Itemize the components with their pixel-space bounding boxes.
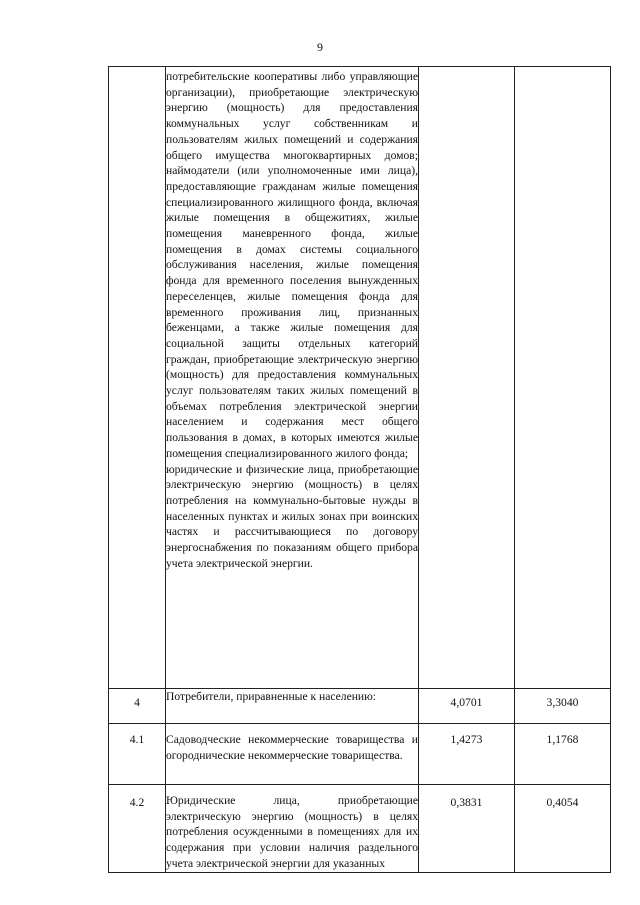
value-cell-first-half [419, 67, 515, 689]
description-paragraph: Потребители, приравненные к населению: [166, 690, 377, 703]
table-row [109, 785, 611, 873]
description-paragraph: Садоводческие некоммерческие товарищества и огороднические некоммерческие товарищества. [166, 733, 418, 762]
description-paragraph: юридические и физические лица, приобретающие электрическую энергию (мощность) в целях потребления на коммунально-бытовые нужды в населенных пунктах и жилых зонах при воинских частях и рассчитывающиеся по договору энергоснабжения по показаниям общего прибора учета электрической энергии. [166, 462, 418, 570]
description-paragraph: потребительские кооперативы либо управляющие организации), приобретающие электрическую энергию (мощность) для предоставления коммунальных услуг собственникам и пользователям жилых помещений и содержания общего имущества многоквартирных домов; наймодатели (или уполномоченные ими лица), предоставляющие гражданам жилые помещения специализированного жилищного фонда, включая жилые помещения в общежитиях, жилые помещения маневренного фонда, жилые помещения в домах системы социального обслуживания населения, жилые помещения фонда для временного поселения вынужденных переселенцев, жилые помещения фонда для временного проживания лиц, признанных беженцами, а также жилые помещения для социальной защиты отдельных категорий граждан, приобретающие электрическую энергию (мощность) для предоставления коммунальных услуг пользователям таких жилых помещений в объемах потребления электрической энергии населением и содержания мест общего пользования в домах, в которых имеются жилые помещения специализированного жилого фонда; [166, 70, 418, 460]
table-row [109, 724, 611, 785]
row-number-cell [109, 67, 166, 689]
value-cell-second-half: 0,4054 [515, 785, 611, 873]
row-number-cell: 4.1 [109, 724, 166, 785]
value-cell-second-half: 3,3040 [515, 689, 611, 724]
value-cell-second-half: 1,1768 [515, 724, 611, 785]
tariff-table [108, 66, 611, 873]
row-description-cell [166, 785, 419, 873]
row-number-cell: 4 [109, 689, 166, 724]
row-description-cell [166, 724, 419, 785]
description-paragraph: Юридические лица, приобретающие электрическую энергию (мощность) в целях потребления осужденными в помещениях для их содержания при условии наличия раздельного учета электрической энергии для указанных [166, 794, 418, 870]
value-cell-first-half: 4,0701 [419, 689, 515, 724]
page-number: 9 [317, 40, 323, 54]
value-cell-first-half: 1,4273 [419, 724, 515, 785]
row-number-cell: 4.2 [109, 785, 166, 873]
value-cell-first-half: 0,3831 [419, 785, 515, 873]
value-cell-second-half [515, 67, 611, 689]
row-description-cell [166, 689, 419, 724]
table-row [109, 67, 611, 689]
table-row [109, 689, 611, 724]
row-description-cell [166, 67, 419, 689]
